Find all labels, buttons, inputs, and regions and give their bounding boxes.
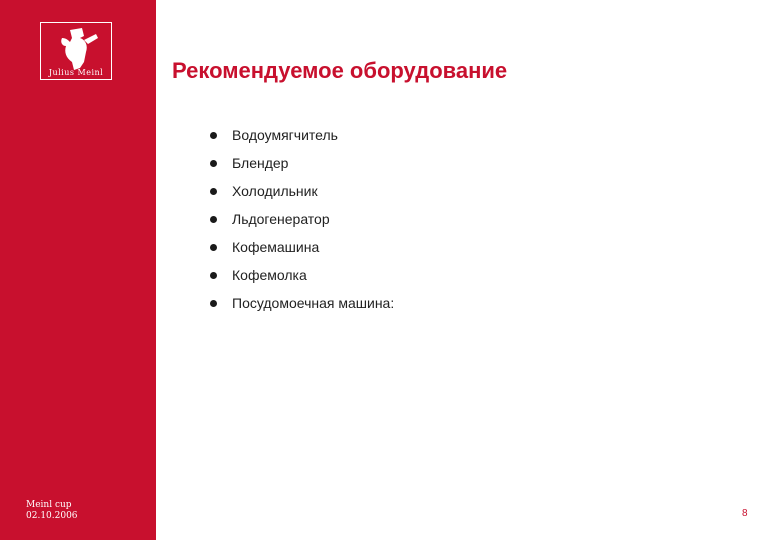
list-item-label: Кофемашина <box>232 239 320 255</box>
list-item <box>210 233 394 261</box>
list-item <box>210 289 394 317</box>
bullet-icon <box>210 272 217 279</box>
bullet-icon <box>210 244 217 251</box>
list-item-label: Льдогенератор <box>232 211 330 227</box>
list-item-label: Водоумягчитель <box>232 127 338 143</box>
list-item <box>210 261 394 289</box>
bullet-icon <box>210 216 217 223</box>
list-item <box>210 149 394 177</box>
list-item <box>210 177 394 205</box>
list-item-label: Холодильник <box>232 183 318 199</box>
bullet-icon <box>210 132 217 139</box>
bullet-icon <box>210 160 217 167</box>
bullet-icon <box>210 188 217 195</box>
event-name: Meinl cup <box>26 500 72 510</box>
list-item <box>210 205 394 233</box>
brand-name: Julius Meinl <box>48 68 104 77</box>
list-item <box>210 121 394 149</box>
equipment-list <box>210 121 394 317</box>
date: 02.10.2006 <box>26 511 78 521</box>
list-item-label: Посудомоечная машина: <box>232 295 395 311</box>
list-item-label: Блендер <box>232 155 289 171</box>
bullet-icon <box>210 300 217 307</box>
page-number: 8 <box>742 508 748 519</box>
slide-title: Рекомендуемое оборудование <box>172 58 508 83</box>
brand-sidebar <box>0 0 156 540</box>
list-item-label: Кофемолка <box>232 267 307 283</box>
footer-meta <box>26 500 78 522</box>
